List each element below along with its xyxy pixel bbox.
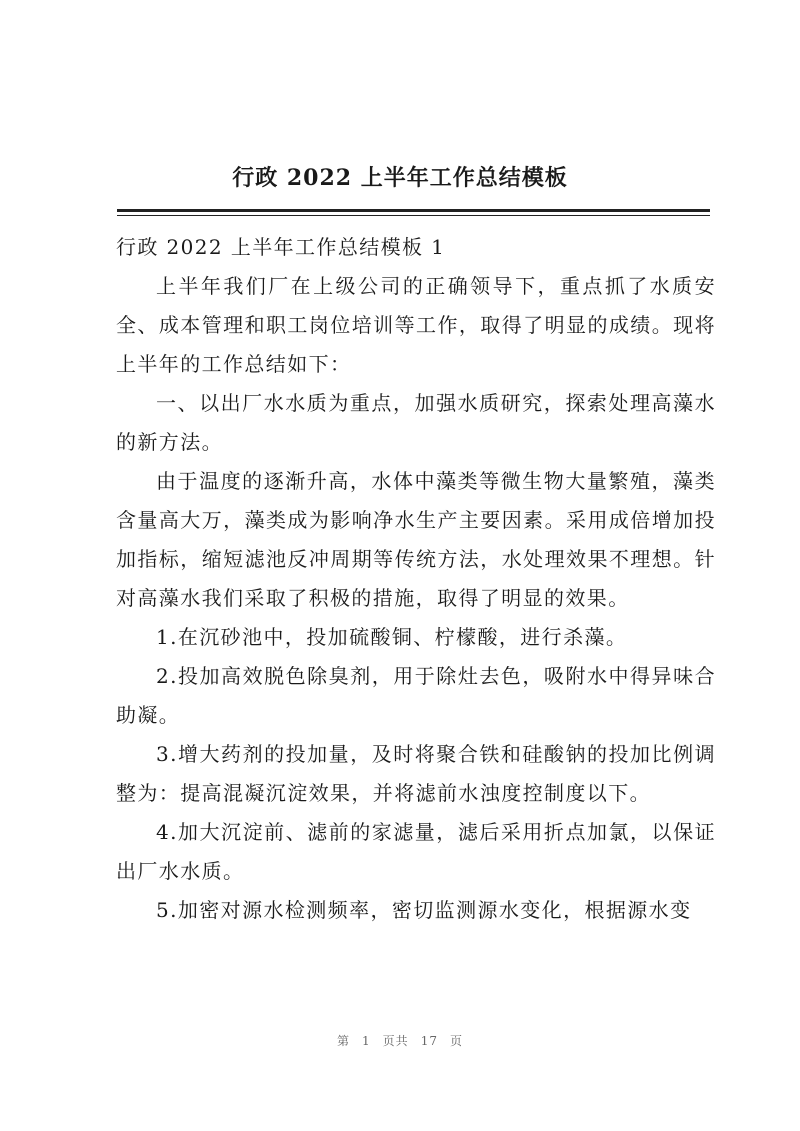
footer-label-prefix: 第 [337, 1034, 351, 1048]
document-body [116, 228, 716, 930]
list-item: 1.在沉砂池中，投加硫酸铜、柠檬酸，进行杀藻。 [156, 625, 628, 649]
list-item: 3.增大药剂的投加量，及时将聚合铁和硅酸钠的投加比例调整为：提高混凝沉淀效果，并将滤前水浊度控制度以下。 [116, 742, 716, 805]
page-title: 行政 2022 上半年工作总结模板 [232, 165, 568, 191]
title-rule-thick [117, 209, 710, 212]
paragraph: 一、以出厂水水质为重点，加强水质研究，探索处理高藻水的新方法。 [116, 391, 716, 454]
title-rule-thin [117, 215, 710, 216]
section-heading: 行政 2022 上半年工作总结模板 1 [116, 235, 446, 259]
footer-label-middle: 页共 [382, 1034, 409, 1048]
list-item: 2.投加高效脱色除臭剂，用于除灶去色，吸附水中得异味合助凝。 [116, 664, 716, 727]
list-item: 5.加密对源水检测频率，密切监测源水变化，根据源水变 [156, 898, 692, 922]
footer-label-suffix: 页 [449, 1034, 463, 1048]
paragraph: 由于温度的逐渐升高，水体中藻类等微生物大量繁殖，藻类含量高大万，藻类成为影响净水生产主要因素。采用成倍增加投加指标，缩短滤池反冲周期等传统方法，水处理效果不理想。针对高藻水我们采取了积极的措施，取得了明显的效果。 [116, 469, 716, 610]
footer-current-page: 1 [362, 1034, 371, 1048]
paragraph: 上半年我们厂在上级公司的正确领导下，重点抓了水质安全、成本管理和职工岗位培训等工作，取得了明显的成绩。现将上半年的工作总结如下： [116, 274, 716, 376]
footer-total-pages: 17 [420, 1034, 438, 1048]
list-item: 4.加大沉淀前、滤前的家滤量，滤后采用折点加氯，以保证出厂水水质。 [116, 820, 716, 883]
page-footer [0, 1032, 800, 1049]
